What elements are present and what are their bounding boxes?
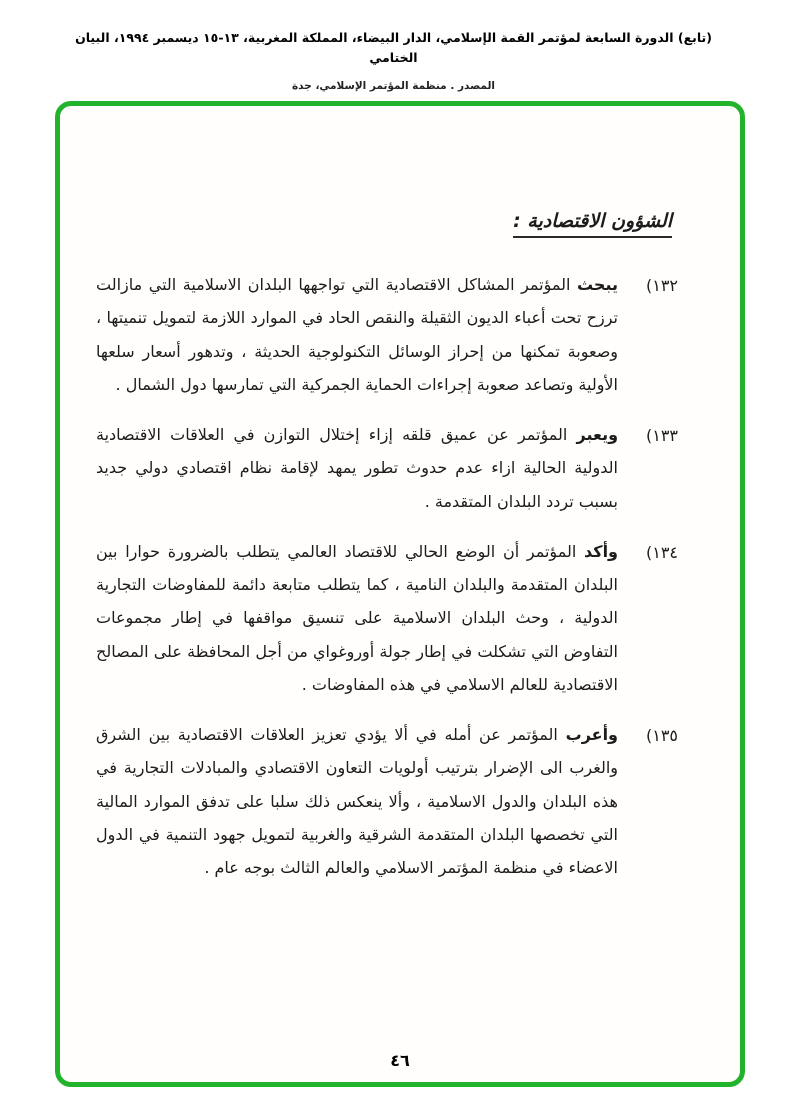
- paragraph-number: ١٣٣): [645, 426, 678, 446]
- paragraph-number: ١٣٥): [645, 726, 678, 746]
- paragraph-text: [96, 418, 618, 518]
- paragraph-lead-word: يبحث: [576, 275, 618, 294]
- header-title-line: (تابع) الدورة السابعة لمؤتمر القمة الإسلامي، الدار البيضاء، المملكة المغربية، ١٣-١٥ ديسمبر ١٩٩٤، البيان الختامي: [75, 30, 712, 65]
- paragraph-body: المؤتمر أن الوضع الحالي للاقتصاد العالمي يتطلب بالضرورة حوارا بين البلدان المتقدمة والبلدان النامية ، كما يتطلب متابعة دائمة للمفاوضات التجارية الدولية ، وحث البلدان الاسلامية على تنسيق مواقفها في إطار مجموعات التفاوض التي تشكلت في إطار جولة أوروغواي من أجل المحافظة على المصالح الاقتصادية للعالم الاسلامي في هذه المفاوضات .: [96, 541, 618, 694]
- scan-content: [96, 210, 678, 1022]
- paragraph-number: ١٣٤): [645, 542, 678, 562]
- paragraph-text: [96, 535, 618, 701]
- paragraph-134: [96, 535, 678, 701]
- paragraph-text: [96, 268, 618, 401]
- paragraph-number: ١٣٢): [645, 276, 678, 295]
- paragraph-body: المؤتمر المشاكل الاقتصادية التي تواجهها البلدان الاسلامية التي مازالت ترزح تحت أعباء الديون الثقيلة والنقص الحاد في الموارد اللازمة لتمويل تنميتها ، وصعوبة تمكنها من إحراز الوسائل التكنولوجية الحديثة ، وتدهور أسعار سلعها الأولية وتصاعد صعوبة إجراءات الحماية الجمركية التي تمارسها دول الشمال .: [96, 275, 618, 394]
- header-source-line: المصدر . منظمة المؤتمر الإسلامي، جدة: [291, 80, 496, 92]
- paragraph-lead-word: وأعرب: [565, 725, 618, 745]
- paragraph-lead-word: وأكد: [584, 541, 618, 561]
- paragraph-body: المؤتمر عن عميق قلقه إزاء إختلال التوازن في العلاقات الاقتصادية الدولية الحالية ازاء عدم حدوث تطور يمهد لإقامة نظام اقتصادي دولي جديد بسبب تردد البلدان المتقدمة .: [96, 425, 618, 511]
- section-title: الشؤون الاقتصادية :: [96, 210, 672, 238]
- paragraph-lead-word: ويعبر: [576, 425, 619, 445]
- paragraph-body: المؤتمر عن أمله في ألا يؤدي تعزيز العلاقات الاقتصادية بين الشرق والغرب الى الإضرار بترتيب أولويات التعاون الاقتصادي والمبادلات التجارية في هذه البلدان والدول الاسلامية ، وألا ينعكس ذلك سلبا على تدفق الموارد المالية التي تخصصها البلدان المتقدمة الشرقية والغربية لتمويل جهود التنمية في الدول الاعضاء في منظمة المؤتمر الاسلامي والعالم الثالث بوجه عام .: [96, 725, 618, 878]
- page-number: ٤٦: [390, 1051, 410, 1070]
- paragraph-135: [96, 718, 678, 884]
- paragraph-text: [96, 718, 618, 884]
- paragraph-132: [96, 268, 678, 401]
- scan-frame: [55, 101, 745, 1087]
- paragraph-133: [96, 418, 678, 518]
- document-header: [0, 28, 787, 92]
